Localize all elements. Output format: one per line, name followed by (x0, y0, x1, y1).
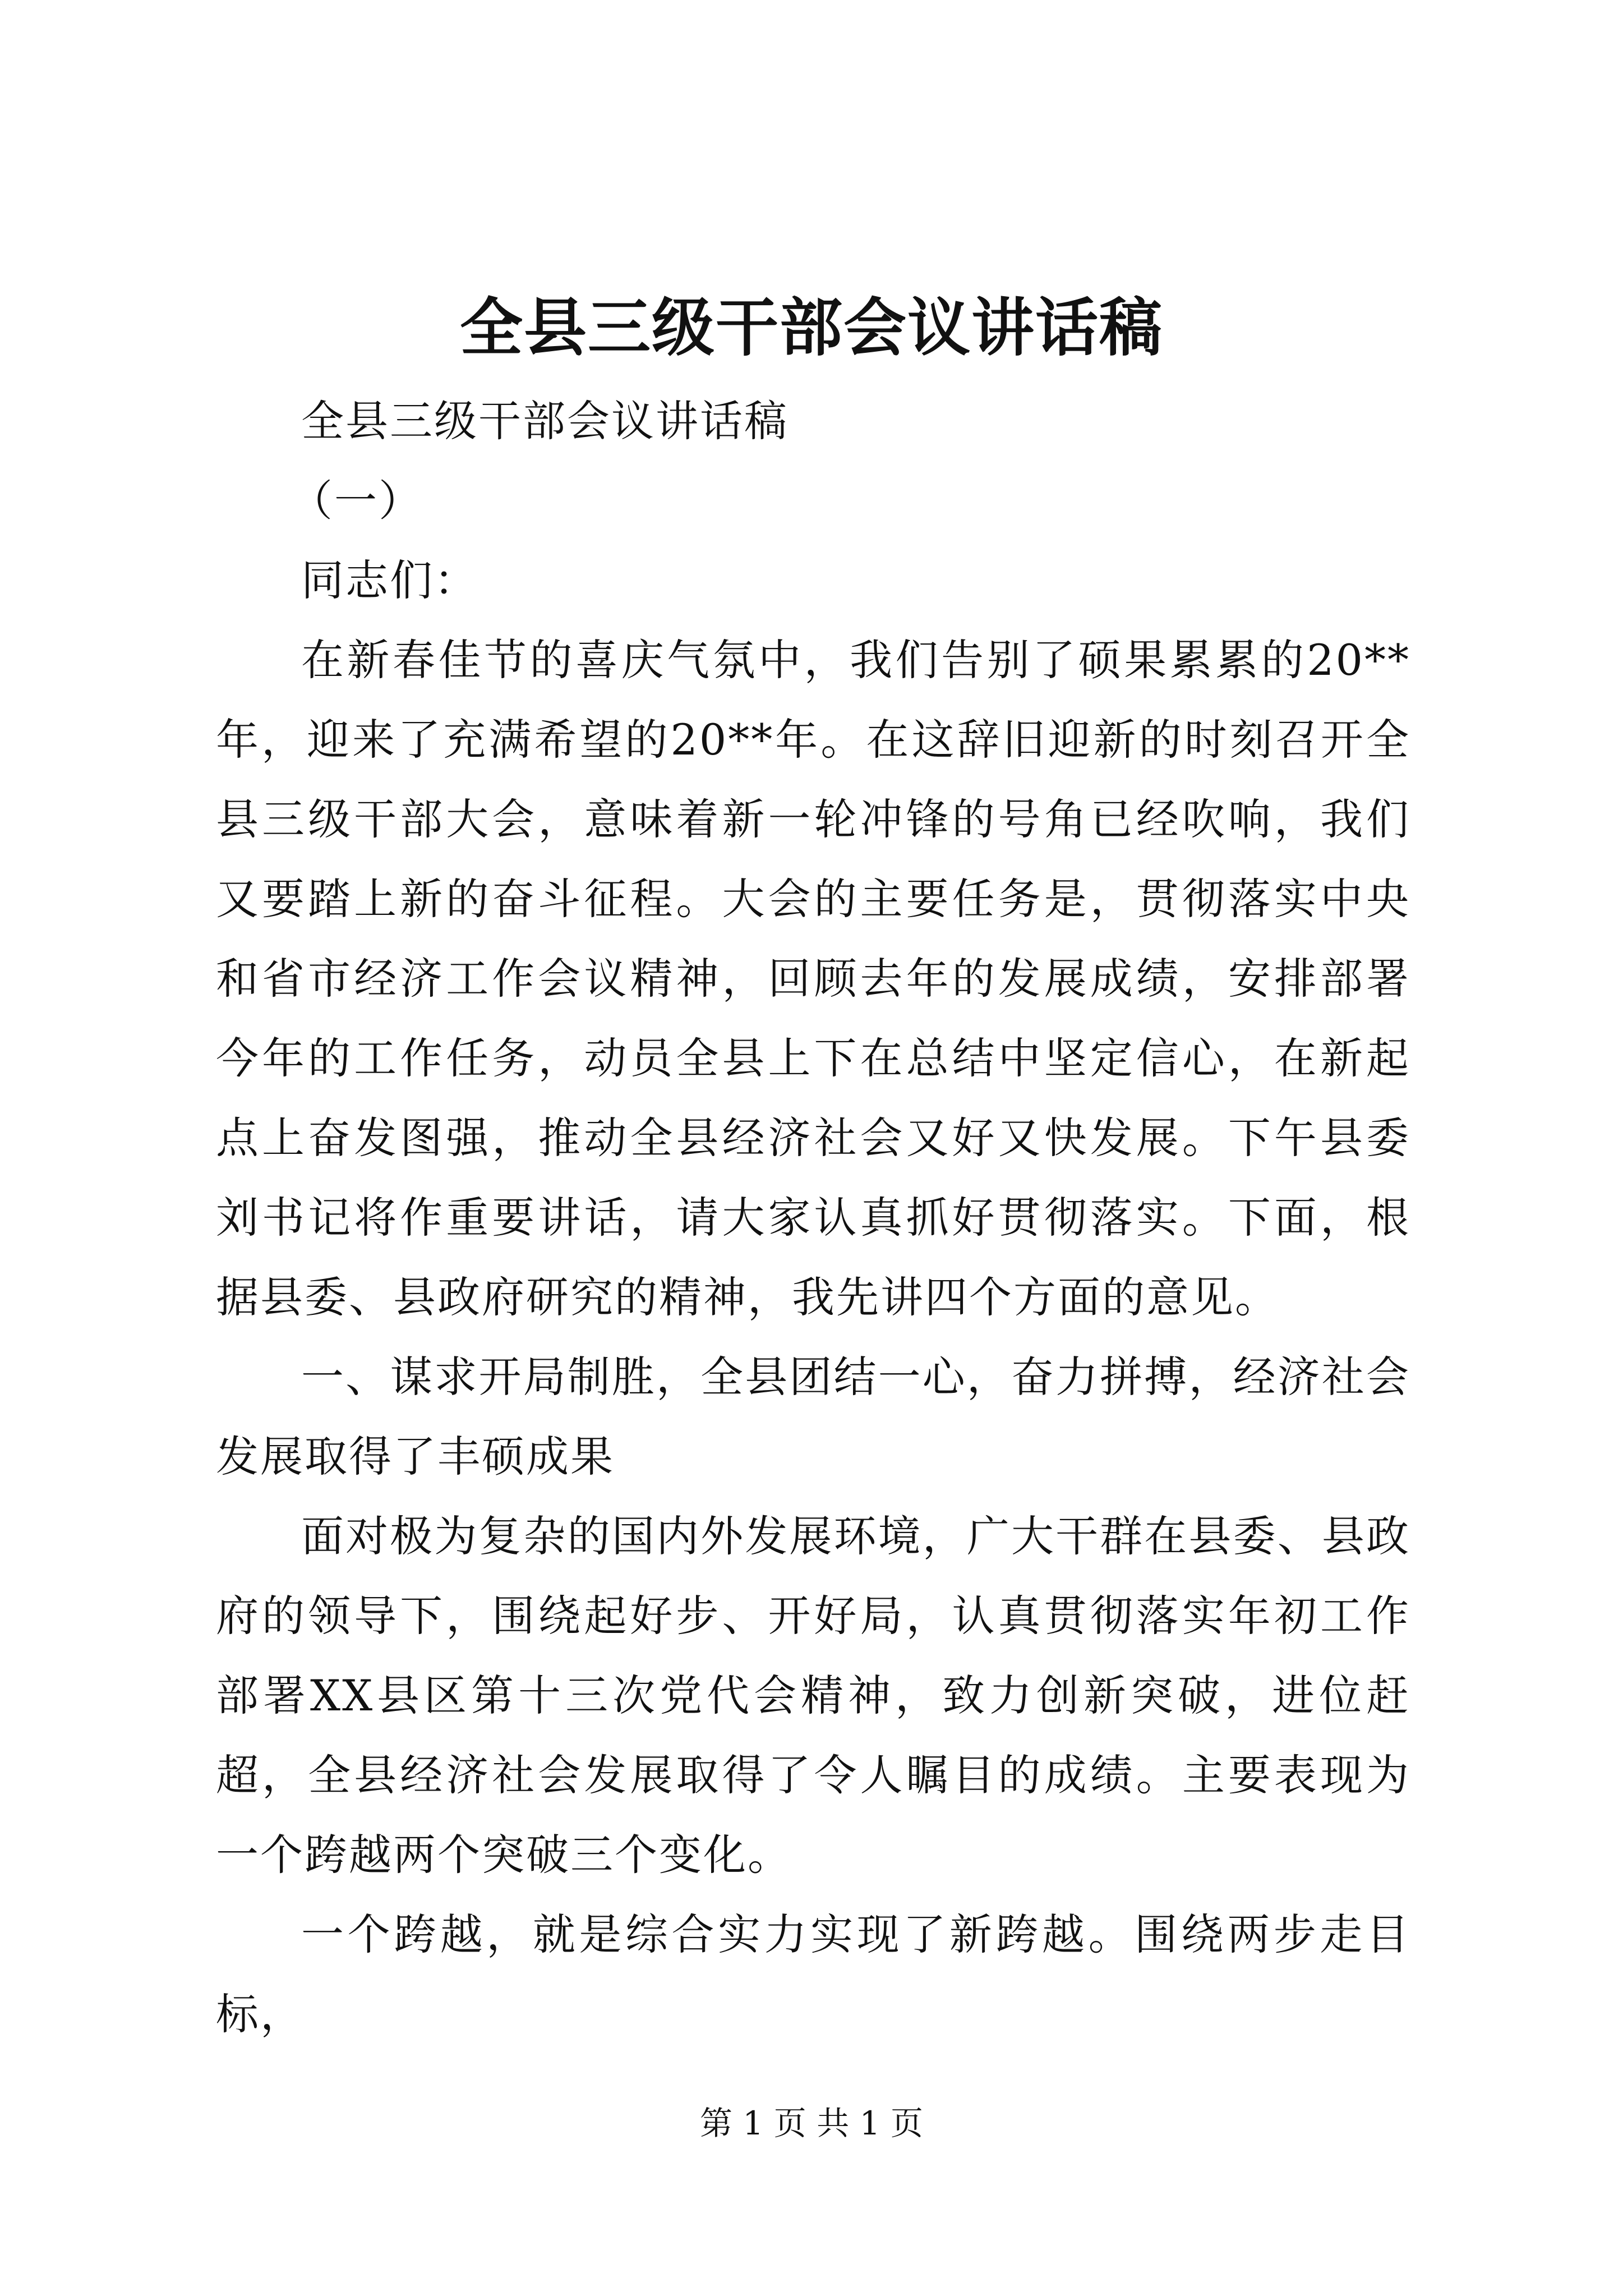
paragraph-salutation: 同志们： (301, 555, 478, 605)
paragraph-one-leap: 一个跨越，就是综合实力实现了新跨越。围绕两步走目标， (216, 1910, 1410, 2039)
paragraph-achievements: 面对极为复杂的国内外发展环境，广大干群在县委、县政府的领导下，围绕起好步、开好局，认真贯彻落实年初工作部署XX县区第十三次党代会精神，致力创新突破，进位赶超，全县经济社会发展取得了令人瞩目的成绩。主要表现为一个跨越两个突破三个变化。 (216, 1511, 1410, 1880)
document-title: 全县三级干部会议讲话稿 (460, 291, 1163, 365)
paragraph-heading-repeat: 全县三级干部会议讲话稿 (301, 396, 789, 446)
paragraph-intro: 在新春佳节的喜庆气氛中，我们告别了硕果累累的20**年，迎来了充满希望的20**年。在这辞旧迎新的时刻召开全县三级干部大会，意味着新一轮冲锋的号角已经吹响，我们又要踏上新的奋斗征程。大会的主要任务是，贯彻落实中央和省市经济工作会议精神，回顾去年的发展成绩，安排部署今年的工作任务，动员全县上下在总结中坚定信心，在新起点上奋发图强，推动全县经济社会又好又快发展。下午县委刘书记将作重要讲话，请大家认真抓好贯彻落实。下面，根据县委、县政府研究的精神，我先讲四个方面的意见。 (216, 635, 1410, 1322)
paragraph-section-number: （一） (290, 476, 423, 526)
document-body (216, 381, 1410, 2054)
page-footer: 第 1 页 共 1 页 (700, 2104, 923, 2142)
paragraph-section-heading: 一、谋求开局制胜，全县团结一心，奋力拼搏，经济社会发展取得了丰硕成果 (216, 1352, 1410, 1481)
